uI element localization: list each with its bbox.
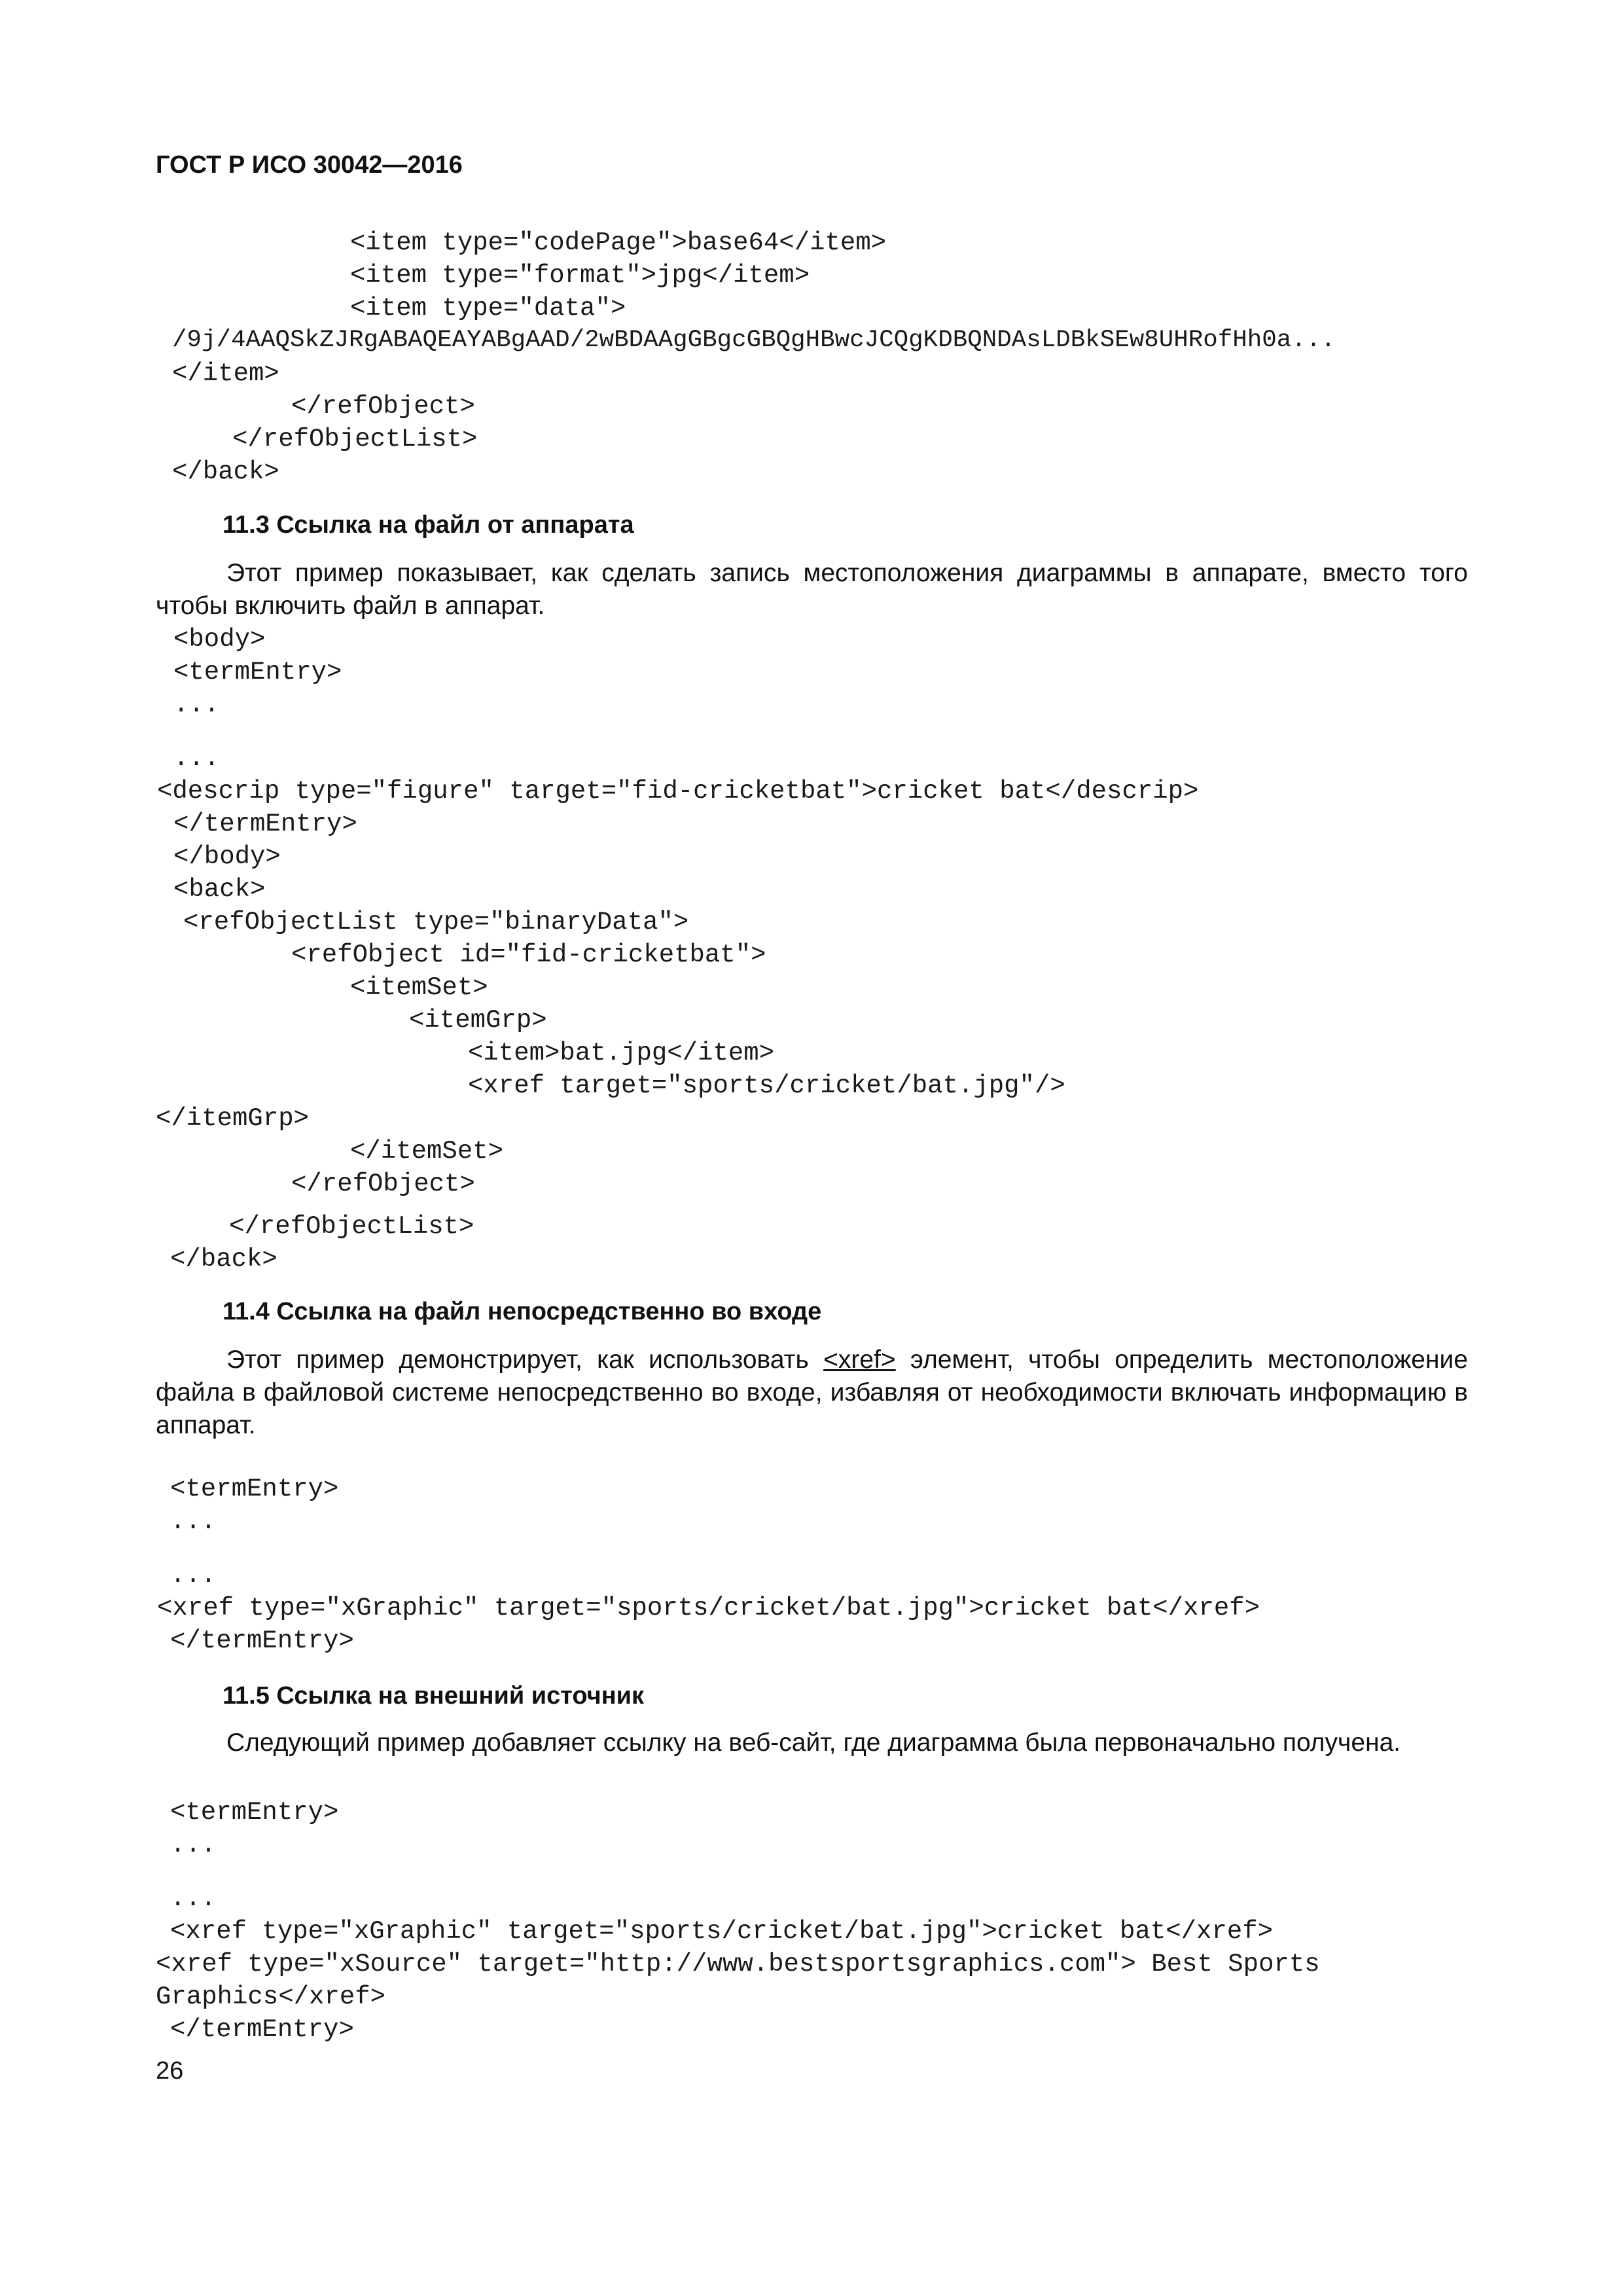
paragraph — [156, 1344, 1468, 1442]
code-line: <item type="format">jpg</item> — [350, 261, 810, 290]
code-line: </back> — [172, 457, 279, 486]
code-line: <refObject id="fid-cricketbat"> — [291, 941, 766, 969]
section-heading: 11.3 Ссылка на файл от аппарата — [223, 511, 634, 539]
code-line: ... — [173, 691, 220, 719]
code-line: <item>bat.jpg</item> — [468, 1039, 775, 1067]
document-header: ГОСТ Р ИСО 30042—2016 — [156, 151, 463, 179]
code-line: </item> — [172, 359, 279, 388]
paragraph-text: элемент, чтобы определить местоположение файла в файловой системе непосредственно во входе, избавляя от необходимости включать информацию в аппарат. — [156, 1346, 1469, 1439]
code-line: </body> — [173, 842, 281, 871]
xref-link[interactable]: <xref> — [823, 1346, 896, 1374]
code-line: Graphics</xref> — [156, 1982, 386, 2011]
code-line: ... — [170, 1507, 217, 1536]
code-line: <descrip type="figure" target="fid-cricketbat">cricket bat</descrip> — [157, 777, 1199, 806]
code-line: </termEntry> — [173, 810, 357, 838]
code-line: <termEntry> — [170, 1798, 339, 1827]
code-line: </itemGrp> — [156, 1104, 310, 1133]
code-line: </back> — [170, 1245, 277, 1274]
code-line: ... — [173, 744, 220, 773]
code-line: <xref type="xGraphic" target="sports/cricket/bat.jpg">cricket bat</xref> — [157, 1594, 1260, 1623]
paragraph — [156, 1727, 1468, 1759]
code-line: ... — [170, 1561, 217, 1590]
code-line: <itemGrp> — [409, 1006, 547, 1035]
code-line: ... — [170, 1884, 217, 1913]
code-line: </termEntry> — [170, 1626, 354, 1655]
paragraph-text: Этот пример показывает, как сделать запись местоположения диаграммы в аппарате, вместо того чтобы включить файл в аппарат. — [156, 559, 1468, 620]
code-line: <xref target="sports/cricket/bat.jpg"/> — [468, 1071, 1065, 1100]
code-line: <xref type="xSource" target="http://www.bestsportsgraphics.com"> Best Sports — [156, 1950, 1320, 1979]
code-line: </refObject> — [291, 392, 475, 421]
section-heading: 11.5 Ссылка на внешний источник — [223, 1682, 645, 1710]
code-line: ... — [170, 1831, 217, 1859]
code-line: <back> — [173, 875, 266, 904]
code-line: </refObjectList> — [229, 1212, 474, 1241]
code-line: </itemSet> — [350, 1137, 504, 1166]
code-line: <body> — [173, 625, 266, 654]
code-line: <xref type="xGraphic" target="sports/cricket/bat.jpg">cricket bat</xref> — [170, 1917, 1274, 1946]
paragraph — [156, 557, 1468, 622]
code-line: <refObjectList type="binaryData"> — [183, 908, 689, 937]
code-line: </refObject> — [291, 1170, 475, 1198]
paragraph-text: Следующий пример добавляет ссылку на веб-сайт, где диаграмма была первоначально получена. — [226, 1729, 1401, 1757]
section-heading: 11.4 Ссылка на файл непосредственно во входе — [223, 1298, 822, 1325]
code-line: </refObjectList> — [232, 425, 478, 454]
code-line: <itemSet> — [350, 973, 488, 1002]
code-line: /9j/4AAQSkZJRgABAQEAYABgAAD/2wBDAAgGBgcGBQgHBwcJCQgKDBQNDAsLDBkSEw8UHRofHh0a... — [172, 327, 1336, 354]
page-number: 26 — [156, 2057, 184, 2085]
code-line: <termEntry> — [170, 1475, 339, 1503]
code-line: <item type="codePage">base64</item> — [350, 228, 887, 257]
code-line: <item type="data"> — [350, 294, 626, 323]
code-line: </termEntry> — [170, 2015, 354, 2044]
paragraph-text: Этот пример демонстрирует, как использовать — [226, 1346, 824, 1374]
code-line: <termEntry> — [173, 658, 342, 687]
